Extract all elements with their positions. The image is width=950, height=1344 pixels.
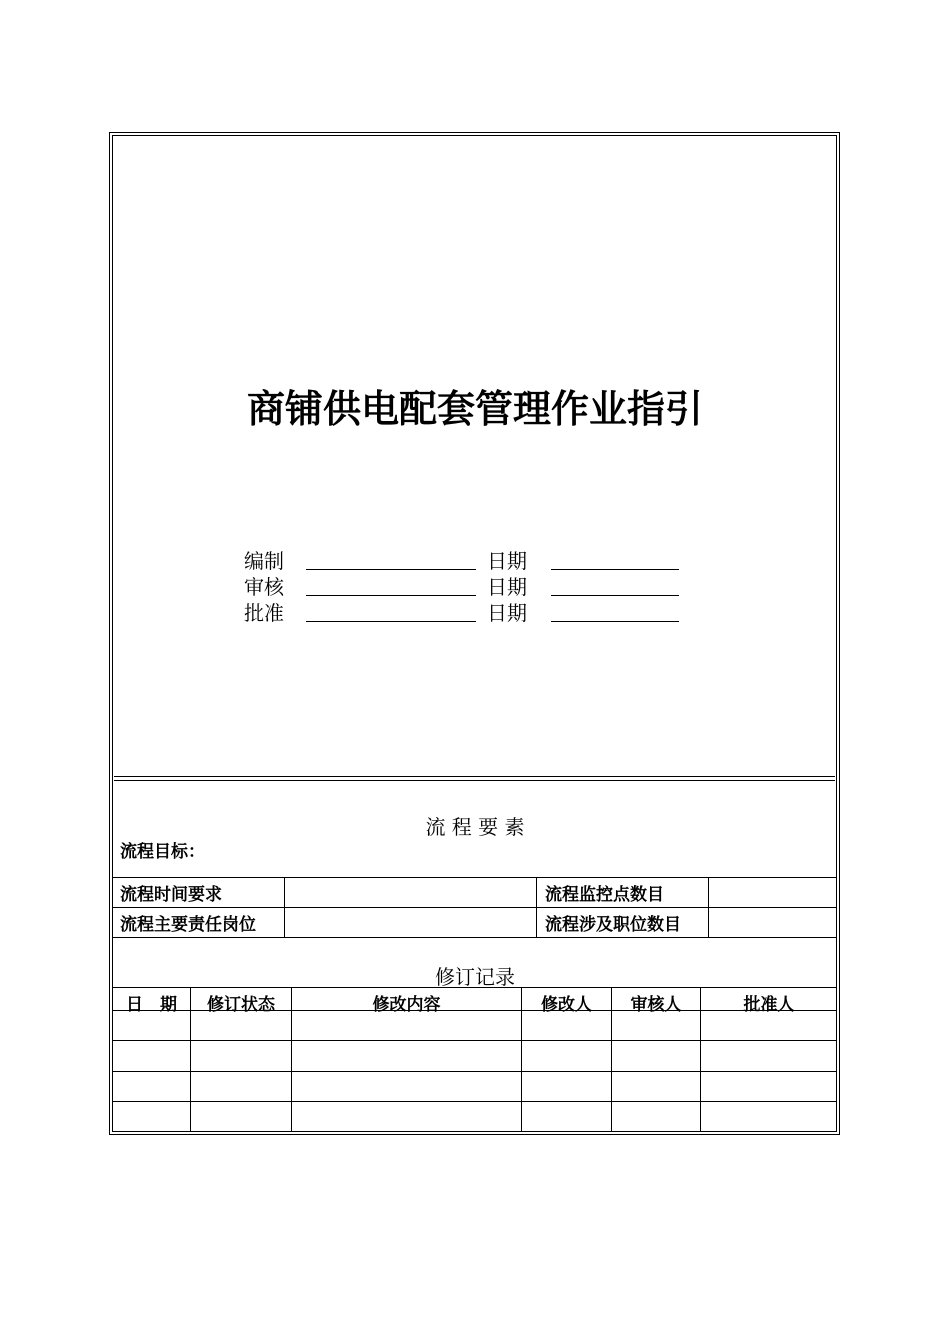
date-line: [551, 595, 679, 596]
goal-label: 流程目标：: [120, 842, 205, 862]
positions-label: 流程涉及职位数目: [545, 915, 681, 935]
col-modifier: 修改人: [541, 995, 592, 1015]
col-status: 修订状态: [207, 995, 275, 1015]
col-approver: 批准人: [743, 995, 795, 1015]
col-content: 修改内容: [372, 995, 441, 1015]
date-line: [551, 569, 679, 570]
signoff-label: 批准: [244, 601, 284, 625]
revision-heading: 修订记录: [435, 965, 515, 989]
date-line: [551, 621, 679, 622]
row-line: [113, 907, 837, 908]
date-label: 日期: [487, 575, 527, 599]
row-line: [113, 1101, 837, 1102]
main-post-label: 流程主要责任岗位: [120, 915, 256, 935]
signoff-label: 审核: [244, 575, 284, 599]
row-line: [113, 877, 837, 878]
date-label: 日期: [487, 601, 527, 625]
monitor-label: 流程监控点数目: [545, 885, 664, 905]
col-date: 日 期: [126, 995, 177, 1015]
signature-line: [306, 569, 476, 570]
col-line: [284, 877, 285, 937]
col-line: [708, 877, 709, 937]
date-label: 日期: [487, 549, 527, 573]
signature-line: [306, 595, 476, 596]
col-line: [536, 877, 537, 937]
row-line: [113, 1040, 837, 1041]
time-req-label: 流程时间要求: [120, 885, 222, 905]
document-title: 商铺供电配套管理作业指引: [246, 386, 703, 431]
row-line: [113, 987, 837, 988]
row-line: [113, 1071, 837, 1072]
section-divider: [114, 776, 835, 781]
elements-heading: 流 程 要 素: [425, 815, 525, 839]
row-line: [113, 937, 837, 938]
signature-line: [306, 621, 476, 622]
signoff-label: 编制: [244, 549, 284, 573]
col-reviewer: 审核人: [630, 995, 682, 1015]
